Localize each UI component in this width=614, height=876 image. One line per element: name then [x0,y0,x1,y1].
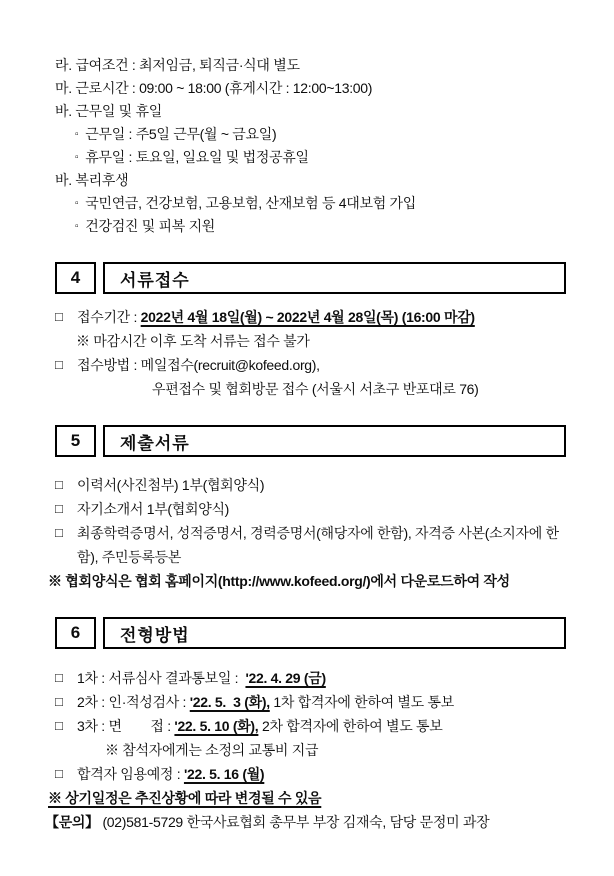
checkbox-icon: □ [55,670,63,685]
checkbox-icon: □ [55,718,63,733]
schedule-change-note [48,786,566,810]
condition-item-workdays [55,100,566,123]
application-period-line [55,305,566,329]
round2-text [77,690,566,714]
holiday-sub-text: 휴무일 : 토요일, 일요일 및 법정공휴일 [85,149,309,165]
round2-date: '22. 5. 3 (화), [189,694,270,710]
checkup-sub-text: 건강검진 및 피복 지원 [85,218,216,234]
certificates-item [55,521,566,569]
section-5-body [48,473,566,593]
resume-item-text: 이력서(사진첨부) 1부(협회양식) [77,477,265,493]
certificates-item-text: 최종학력증명서, 성적증명서, 경력증명서(해당자에 한함), 자격증 사본(소지자에 한함), 주민등록등본 [77,525,559,565]
round1-text [77,666,566,690]
round2-label: 2차 : 인·적성검사 : [77,694,190,710]
transport-note: ※ 참석자에게는 소정의 교통비 지급 [105,742,319,758]
checkbox-icon: □ [55,357,63,372]
appointment-date: '22. 5. 16 (월) [183,766,265,782]
condition-item-welfare [55,169,566,192]
application-method-line [55,353,566,377]
round2-line [55,690,566,714]
square-bullet-icon: ▫ [75,129,79,140]
deadline-note: ※ 마감시간 이후 도착 서류는 접수 불가 [76,333,310,349]
round3-line [55,714,566,738]
application-period-label: 접수기간 : [77,309,141,325]
condition-hours-text: 마. 근로시간 : 09:00 ~ 18:00 (휴게시간 : 12:00~13:00) [55,80,373,96]
checkbox-icon: □ [55,525,63,540]
form-download-note: ※ 협회양식은 협회 홈페이지(http://www.kofeed.org/)에서 다운로드하여 작성 [48,573,510,589]
checkbox-icon: □ [55,309,63,324]
round3-text [77,714,566,738]
insurance-sub-item [55,192,566,215]
checkup-sub-item [55,215,566,238]
condition-welfare-text: 바. 복리후생 [55,172,129,188]
checkbox-icon: □ [55,766,63,781]
section-6-header [55,617,566,649]
application-method-text: 접수방법 : 메일접수(recruit@kofeed.org), [77,357,320,373]
resume-item [55,473,566,497]
checkbox-icon: □ [55,501,63,516]
round1-label: 1차 : 서류심사 결과통보일 : [77,670,246,686]
round3-label: 3차 : 면 접 : [77,718,175,734]
section-6-body [45,666,566,834]
square-bullet-icon: ▫ [75,198,79,209]
condition-item-pay [55,54,566,77]
cover-letter-item [55,497,566,521]
round1-line [55,666,566,690]
contact-text: (02)581-5729 한국사료협회 총무부 부장 김재숙, 담당 문정미 과장 [98,814,490,830]
section-4-number-box: 4 [55,262,96,294]
contact-line [45,810,566,834]
section-4-title-box: 서류접수 [103,262,566,294]
round3-date: '22. 5. 10 (화), [174,718,259,734]
application-method-continuation: 우편접수 및 협회방문 접수 (서울시 서초구 반포대로 76) [152,381,479,397]
section-6-number-box: 6 [55,617,96,649]
checkbox-icon: □ [55,477,63,492]
section-4-header [55,262,566,294]
section-5-number-box: 5 [55,425,96,457]
square-bullet-icon: ▫ [75,152,79,163]
application-period-text [77,305,566,329]
appointment-line [55,762,566,786]
cover-letter-item-text: 자기소개서 1부(협회양식) [77,501,230,517]
header-gap [96,617,103,649]
schedule-change-note-text: ※ 상기일정은 추진상황에 따라 변경될 수 있음 [48,790,322,806]
section-5-header [55,425,566,457]
checkbox-icon: □ [55,694,63,709]
workday-sub-text: 근무일 : 주5일 근무(월 ~ 금요일) [85,126,277,142]
condition-pay-text: 라. 급여조건 : 최저임금, 퇴직금·식대 별도 [55,57,300,73]
section-5-title-box: 제출서류 [103,425,566,457]
insurance-sub-text: 국민연금, 건강보험, 고용보험, 산재보험 등 4대보험 가입 [85,195,416,211]
contact-label: 【문의】 [45,814,99,830]
round3-rest: 2차 합격자에 한하여 별도 통보 [258,718,443,734]
application-period-value: 2022년 4월 18일(월) ~ 2022년 4월 28일(목) (16:00 마감) [140,309,475,325]
square-bullet-icon: ▫ [75,221,79,232]
round1-date: '22. 4. 29 (금) [245,670,326,686]
workday-sub-item [55,123,566,146]
condition-item-hours [55,77,566,100]
section-4-body [55,305,566,401]
header-gap [96,425,103,457]
header-gap [96,262,103,294]
section-6-title-box: 전형방법 [103,617,566,649]
holiday-sub-item [55,146,566,169]
appointment-text [77,762,566,786]
round2-rest: 1차 합격자에 한하여 별도 통보 [269,694,454,710]
appointment-label: 합격자 임용예정 : [77,766,184,782]
condition-workdays-text: 바. 근무일 및 휴일 [55,103,162,119]
conditions-block [55,54,566,238]
